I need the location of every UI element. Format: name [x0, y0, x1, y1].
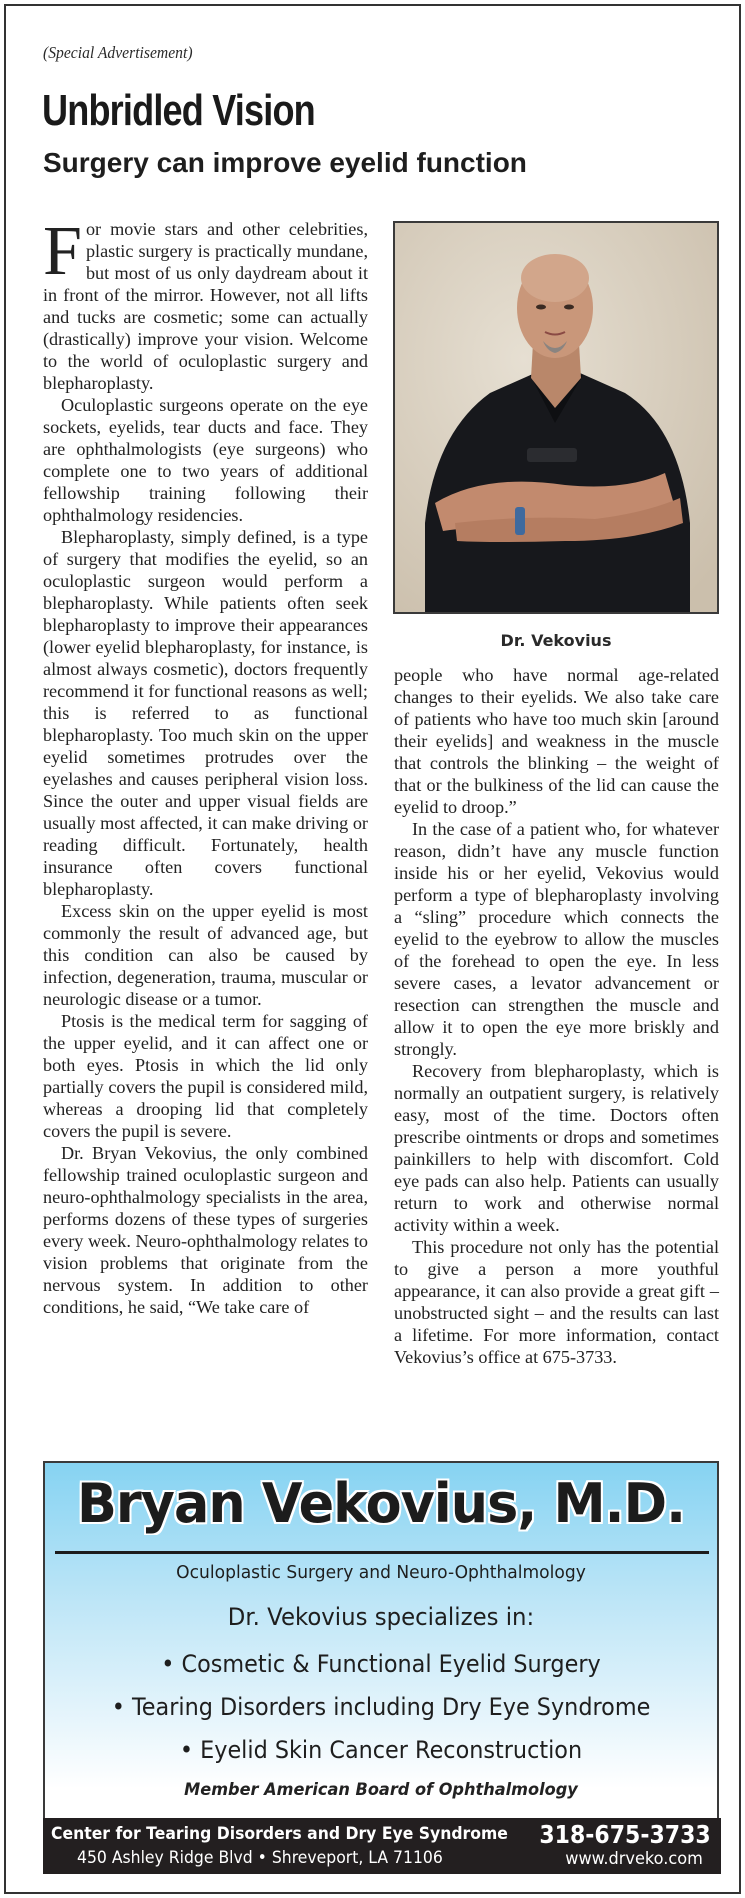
practice-specialty: Oculoplastic Surgery and Neuro-Ophthalmology	[176, 1562, 586, 1583]
divider	[55, 1551, 709, 1554]
article-paragraph: Recovery from blepharoplasty, which is normally an outpatient surgery, is relatively easy, most of the time. Doctors often prescribe ointments or drops and sometimes painkillers to help with discomfort. Cold eye pads can also help. Patients can usually return to work and otherwise normal activity within a week.	[394, 1061, 719, 1235]
advertorial-page	[4, 4, 741, 1894]
specializes-heading: Dr. Vekovius specializes in:	[227, 1603, 535, 1631]
service-item: • Eyelid Skin Cancer Reconstruction	[179, 1736, 583, 1764]
article-paragraph: Oculoplastic surgeons operate on the eye sockets, eyelids, tear ducts and face. They are ophthalmologists (eye surgeons) who complete one to two years of additional fellowship training following their ophthalmology residencies.	[43, 395, 368, 525]
article-paragraph: Blepharoplasty, simply defined, is a type of surgery that modifies the eyelid, so an oculoplastic surgeon would perform a blepharoplasty. While patients often seek blepharoplasty to improve their appearances (lower eyelid blepharoplasty, for instance, is almost always cosmetic), doctors frequently recommend it for functional reasons as well; this is referred to as functional blepharoplasty. Too much skin on the upper eyelid sometimes protrudes over the eyelashes and causes peripheral vision loss. Since the outer and upper visual fields are usually most affected, it can make driving or reading difficult. Fortunately, health insurance often covers functional blepharoplasty.	[43, 527, 368, 899]
article-paragraph: people who have normal age-related changes to their eyelids. We also take care of patients who have too much skin [around their eyelids] and weakness in the muscle that controls the blinking – the weight of that or the bulkiness of the lid can cause the eyelid to droop.”	[394, 665, 719, 817]
article-paragraph: Dr. Bryan Vekovius, the only combined fellowship trained oculoplastic surgeon and neuro-ophthalmology specialists in the area, performs dozens of these types of surgeries every week. Neuro-ophthalmology relates to vision problems that originate from the nervous system. In addition to other conditions, he said, “We take care of	[43, 1143, 368, 1317]
article-paragraph: For movie stars and other celebrities, plastic surgery is practically mundane, but most of us only daydream about it in front of the mirror. However, not all lifts and tucks are cosmetic; some can actually (drastically) improve your vision. Welcome to the world of oculoplastic surgery and blepharoplasty.	[43, 213, 368, 393]
board-membership: Member American Board of Ophthalmology	[184, 1780, 578, 1800]
doctor-portrait-illustration	[395, 223, 717, 612]
subheadline: Surgery can improve eyelid function	[43, 147, 527, 178]
drop-cap: F	[43, 213, 82, 290]
photo-caption: Dr. Vekovius	[500, 631, 612, 650]
article-column-right	[394, 664, 719, 1444]
doctor-portrait-photo	[393, 221, 719, 614]
service-item: • Tearing Disorders including Dry Eye Syndrome	[111, 1693, 651, 1721]
doctor-name-banner: Bryan Vekovius, M.D.	[76, 1472, 686, 1535]
center-name: Center for Tearing Disorders and Dry Eye Syndrome	[51, 1824, 508, 1844]
article-paragraph: This procedure not only has the potential to give a person a more youthful appearance, it can also provide a great gift – unobstructed sight – and the results can last a lifetime. For more information, contact Vekovius’s office at 675-3733.	[394, 1237, 719, 1367]
practice-advertisement-box	[43, 1461, 719, 1872]
contact-footer-bar	[43, 1818, 721, 1874]
service-item: • Cosmetic & Functional Eyelid Surgery	[161, 1650, 601, 1678]
headline: Unbridled Vision	[42, 86, 315, 135]
article-paragraph: Excess skin on the upper eyelid is most commonly the result of advanced age, but this condition can also be caused by infection, degeneration, trauma, muscular or neurologic disease or a tumor.	[43, 901, 368, 1009]
phone-number[interactable]: 318-675-3733	[539, 1820, 711, 1849]
website-link[interactable]: www.drveko.com	[565, 1849, 703, 1869]
special-advertisement-label: (Special Advertisement)	[43, 43, 193, 62]
address: 450 Ashley Ridge Blvd • Shreveport, LA 71106	[77, 1848, 443, 1868]
services-list	[45, 1643, 717, 1772]
article-paragraph: In the case of a patient who, for whatever reason, didn’t have any muscle function inside his or her eyelid, Vekovius would perform a type of blepharoplasty involving a “sling” procedure which connects the eyelid to the eyebrow to allow the muscles of the forehead to open the eye. In less severe cases, a levator advancement or resection can strengthen the muscle and allow it to open the eye more briskly and strongly.	[394, 819, 719, 1059]
article-column-left	[43, 213, 368, 1443]
article-paragraph: Ptosis is the medical term for sagging of the upper eyelid, and it can affect one or both eyes. Ptosis in which the lid only partially covers the pupil is considered mild, whereas a drooping lid that completely covers the pupil is severe.	[43, 1011, 368, 1141]
